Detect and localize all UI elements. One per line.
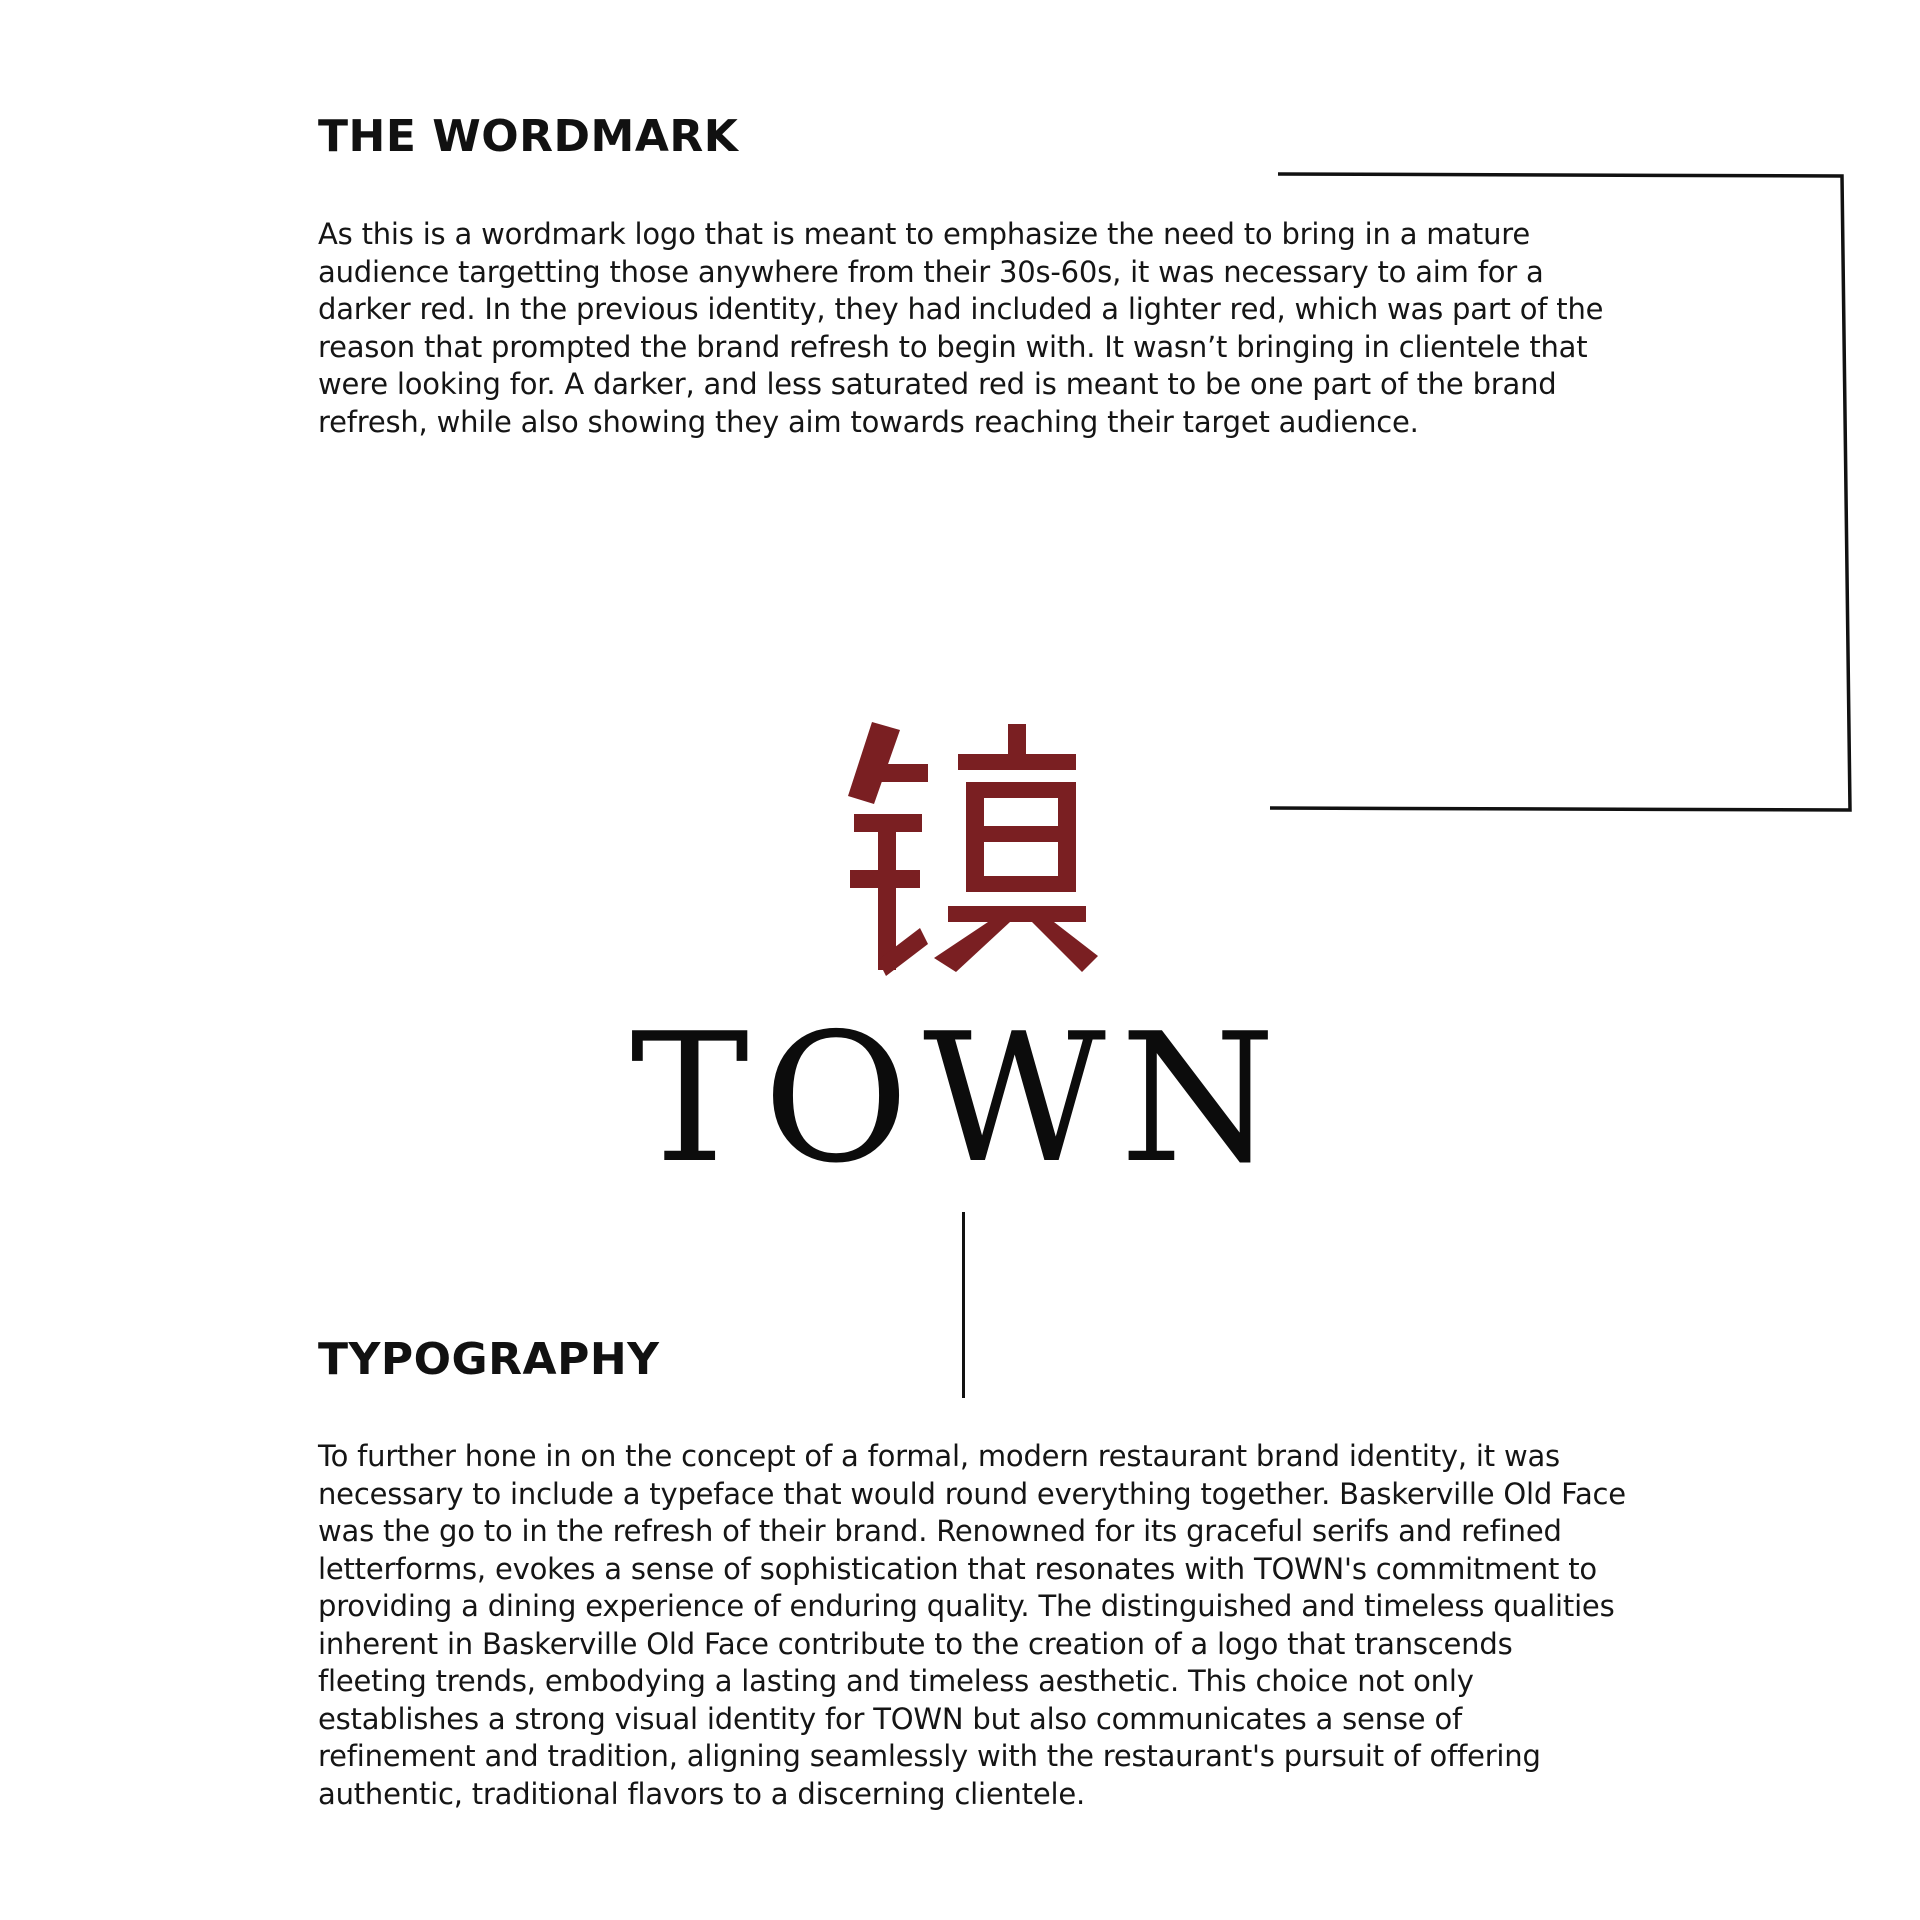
- typography-paragraph: To further hone in on the concept of a formal, modern restaurant brand identity, it was necessary to include a typeface that would round everything together. Baskerville Old Face was the go to in the refresh of their brand. Renowned for its graceful serifs and refined letterforms, evokes a sense of sophistication that resonates with TOWN's commitment to providing a dining experience of enduring quality. The distinguished and timeless qualities inherent in Baskerville Old Face contribute to the creation of a logo that transcends fleeting trends, embodying a lasting and timeless aesthetic. This choice not only establishes a strong visual identity for TOWN but also communicates a sense of refinement and tradition, aligning seamlessly with the restaurant's pursuit of offering authentic, traditional flavors to a discerning clientele.: [318, 1439, 1626, 1811]
- town-logo-wordmark: TOWN: [630, 995, 1290, 1202]
- wordmark-paragraph: As this is a wordmark logo that is meant to emphasize the need to bring in a mature audience targetting those anywhere from their 30s-60s, it was necessary to aim for a darker red. In the previous identity, they had included a lighter red, which was part of the reason that prompted the brand refresh to begin with. It wasn’t bringing in clientele that were looking for. A darker, and less saturated red is meant to be one part of the brand refresh, while also showing they aim towards reaching their target audience.: [318, 217, 1604, 439]
- vertical-divider: [962, 1212, 965, 1398]
- town-logo-character: [820, 710, 1120, 1010]
- bracket-frame-decoration: [1268, 168, 1868, 828]
- wordmark-heading: THE WORDMARK: [318, 111, 739, 162]
- typography-heading: TYPOGRAPHY: [318, 1334, 660, 1385]
